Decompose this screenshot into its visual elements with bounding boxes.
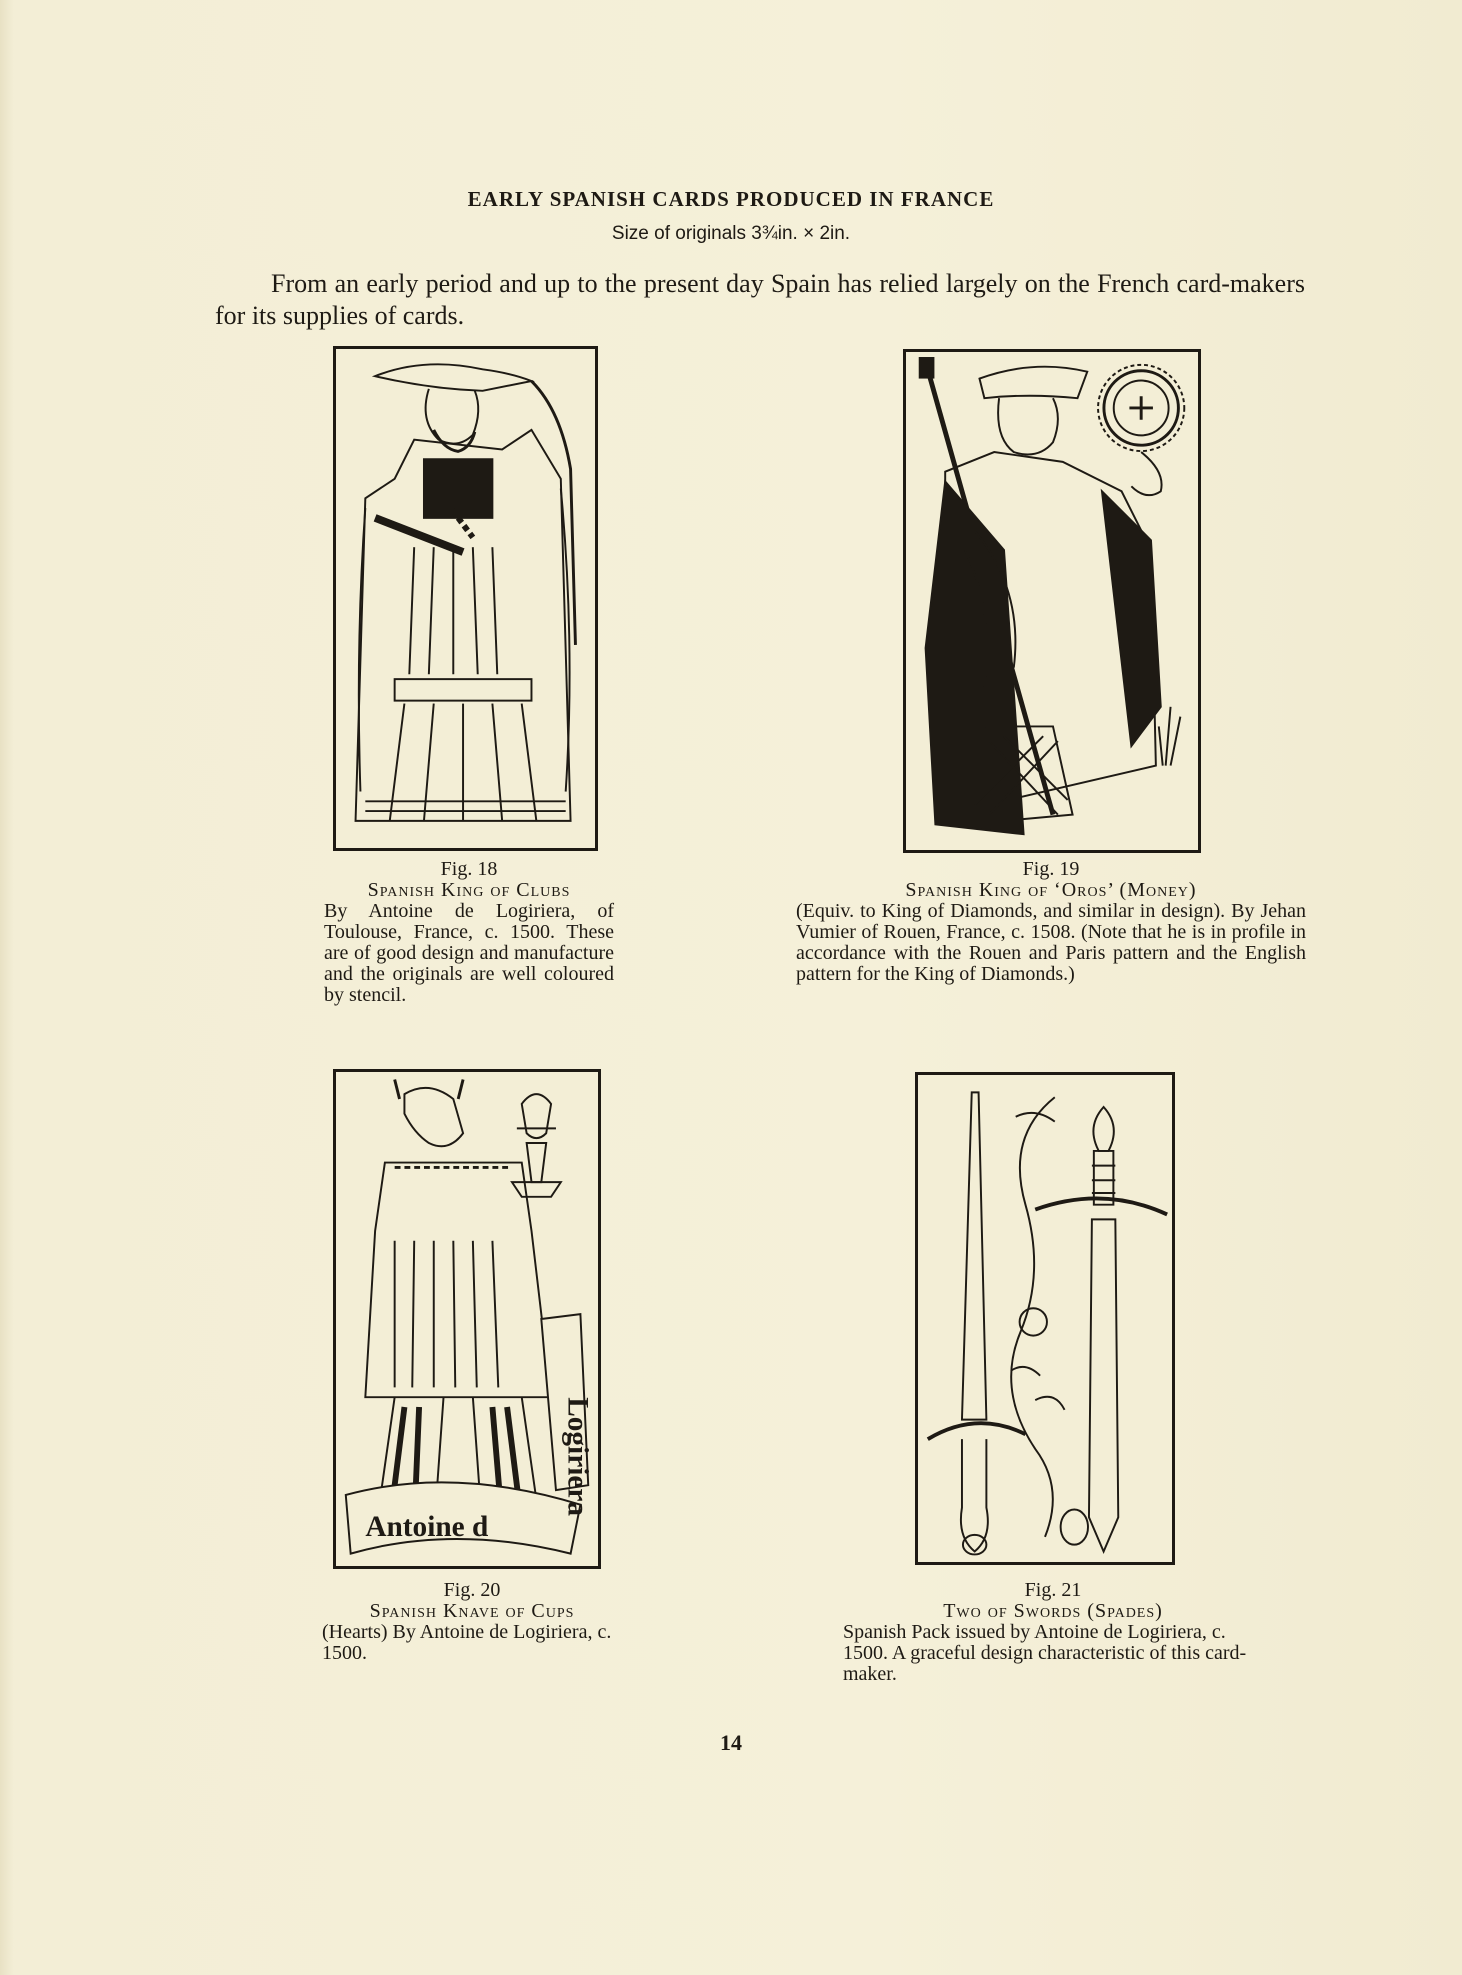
fig-18-title: Spanish King of Clubs (367, 879, 571, 901)
fig-21-number: Fig. 21 (1024, 1579, 1082, 1601)
caption-fig-19 (796, 859, 1306, 985)
fig-19-number: Fig. 19 (1022, 858, 1080, 880)
intro-paragraph: From an early period and up to the present day Spain has relied largely on the French card-makers for its supplies of cards. (215, 269, 1305, 330)
fig-19-description: (Equiv. to King of Diamonds, and similar in design). By Jehan Vumier of Rouen, France, c. 1508. (Note that he is in profile in accordance with the Rouen and Paris pattern and the English pattern for the King of Diamonds.) (796, 900, 1306, 985)
fig-18-number: Fig. 18 (440, 858, 498, 880)
page-title: EARLY SPANISH CARDS PRODUCED IN FRANCE (467, 187, 995, 211)
banner-text-antoine: Antoine d (365, 1511, 489, 1544)
caption-fig-20 (322, 1580, 622, 1664)
king-of-oros-illustration (906, 352, 1198, 850)
card-image-king-of-oros (903, 349, 1201, 853)
fig-20-number: Fig. 20 (443, 1579, 501, 1601)
page-number: 14 (720, 1730, 742, 1755)
caption-fig-18 (324, 859, 614, 1006)
card-image-knave-of-cups (333, 1069, 601, 1569)
fig-20-title: Spanish Knave of Cups (369, 1600, 575, 1622)
fig-18-description: By Antoine de Logiriera, of Toulouse, France, c. 1500. These are of good design and manufacture and the originals are well coloured by stencil. (324, 900, 614, 1006)
two-of-swords-illustration (918, 1075, 1172, 1562)
banner-text-logiriera: Logiriera (561, 1397, 594, 1517)
card-image-king-of-clubs (333, 346, 598, 851)
caption-fig-21 (843, 1580, 1263, 1685)
fig-20-description: (Hearts) By Antoine de Logiriera, c. 1500. (322, 1621, 612, 1664)
fig-21-title: Two of Swords (Spades) (943, 1600, 1163, 1622)
page-subtitle: Size of originals 3¾in. × 2in. (611, 223, 851, 244)
fig-19-title: Spanish King of ‘Oros’ (Money) (905, 879, 1197, 901)
card-image-two-of-swords (915, 1072, 1175, 1565)
knave-of-cups-illustration (336, 1072, 598, 1566)
king-of-clubs-illustration (336, 349, 595, 848)
fig-21-description: Spanish Pack issued by Antoine de Logiriera, c. 1500. A graceful design characteristic of this card-maker. (843, 1621, 1247, 1685)
